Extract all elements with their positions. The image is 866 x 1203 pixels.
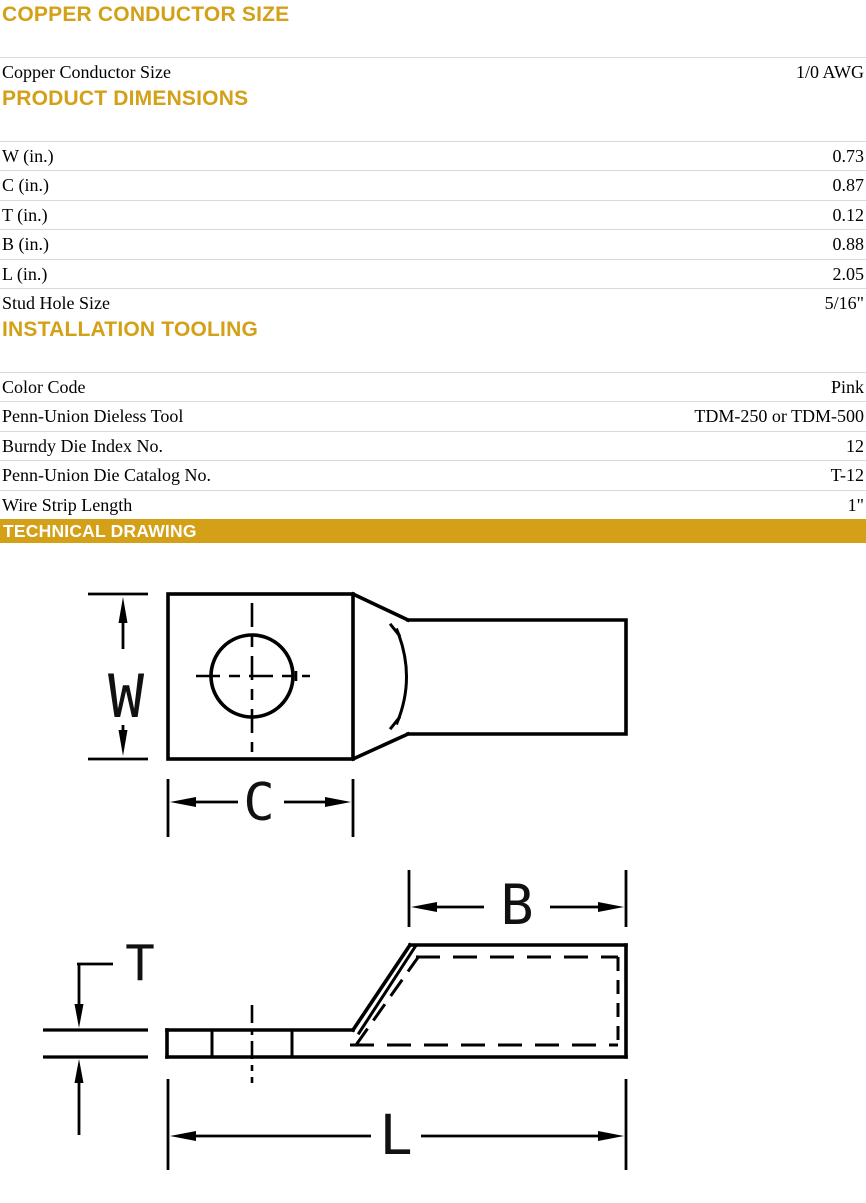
table-row — [0, 170, 866, 200]
spec-label: W (in.) — [2, 145, 54, 166]
spec-label: Penn-Union Die Catalog No. — [2, 465, 211, 485]
table-row — [0, 401, 866, 431]
dim-label-t: T — [125, 935, 155, 992]
side-view-slope-outer — [353, 945, 410, 1030]
spec-label: Stud Hole Size — [2, 293, 110, 313]
c-arrow-left — [170, 797, 196, 807]
dimension-c — [168, 773, 353, 837]
spec-label: Color Code — [2, 376, 86, 397]
table-row — [0, 288, 866, 318]
table-row — [0, 259, 866, 289]
dimension-t — [43, 935, 155, 1135]
spec-value: 2.05 — [832, 263, 864, 284]
b-arrow-right — [598, 902, 624, 912]
spec-value: 0.12 — [832, 204, 864, 225]
top-view-barrel-outline — [408, 620, 626, 734]
spec-value: 0.87 — [832, 175, 864, 195]
table-row — [0, 460, 866, 490]
l-arrow-right — [598, 1131, 624, 1141]
spec-value: 0.88 — [832, 234, 864, 254]
section-heading-technical-drawing — [0, 519, 866, 543]
spec-label: T (in.) — [2, 204, 48, 225]
top-view-taper-bottom — [353, 734, 408, 759]
section-heading-product-dimensions: PRODUCT DIMENSIONS — [2, 86, 249, 110]
table-row — [0, 200, 866, 230]
dim-label-b: B — [500, 873, 534, 937]
b-arrow-left — [411, 902, 437, 912]
spec-label: Burndy Die Index No. — [2, 435, 163, 456]
section-heading-copper-conductor-size: COPPER CONDUCTOR SIZE — [2, 3, 290, 26]
spec-value: 1/0 AWG — [795, 62, 864, 82]
spec-label: Wire Strip Length — [2, 494, 133, 515]
product-dimensions-table — [0, 141, 866, 318]
spec-value: 0.73 — [832, 145, 864, 166]
spec-label: B (in.) — [2, 234, 49, 254]
table-row — [0, 141, 866, 171]
c-arrow-right — [325, 797, 351, 807]
top-view-taper-top — [353, 594, 408, 620]
spec-label: C (in.) — [2, 175, 49, 195]
dimension-w — [88, 594, 148, 759]
table-row — [0, 431, 866, 461]
section-heading-installation-tooling: INSTALLATION TOOLING — [2, 317, 258, 341]
top-view — [168, 594, 626, 759]
dimension-l — [168, 1079, 626, 1170]
spec-value: 12 — [846, 435, 864, 456]
table-row — [0, 490, 866, 520]
dim-label-l: L — [379, 1103, 413, 1167]
spec-label: L (in.) — [2, 263, 48, 284]
installation-tooling-table — [0, 372, 866, 520]
side-view-slope-hidden — [356, 956, 419, 1045]
copper-conductor-table — [0, 57, 866, 87]
datasheet-page — [0, 3, 866, 1197]
spec-value: TDM-250 or TDM-500 — [694, 406, 864, 426]
spec-label: Copper Conductor Size — [2, 62, 171, 82]
l-arrow-left — [170, 1131, 196, 1141]
side-view — [167, 945, 626, 1083]
table-row — [0, 372, 866, 402]
dim-label-c: C — [243, 773, 275, 833]
dim-label-w: W — [107, 662, 145, 732]
spec-label: Penn-Union Dieless Tool — [2, 406, 184, 426]
table-row — [0, 57, 866, 87]
table-row — [0, 229, 866, 259]
side-view-slope-inner — [359, 947, 415, 1033]
t-arrow-down — [75, 1004, 84, 1028]
spec-value: Pink — [830, 376, 864, 397]
spec-value: 5/16" — [824, 293, 864, 313]
technical-drawing-bar-label: TECHNICAL DRAWING — [3, 521, 197, 541]
w-arrow-up — [119, 597, 128, 623]
spec-value: 1" — [847, 494, 864, 515]
technical-drawing — [0, 543, 866, 1197]
w-arrow-down — [119, 730, 128, 756]
dimension-b — [409, 870, 626, 937]
t-arrow-up — [75, 1059, 84, 1083]
top-view-barrel-mouth-arc — [397, 630, 407, 723]
spec-value: T-12 — [830, 465, 864, 485]
